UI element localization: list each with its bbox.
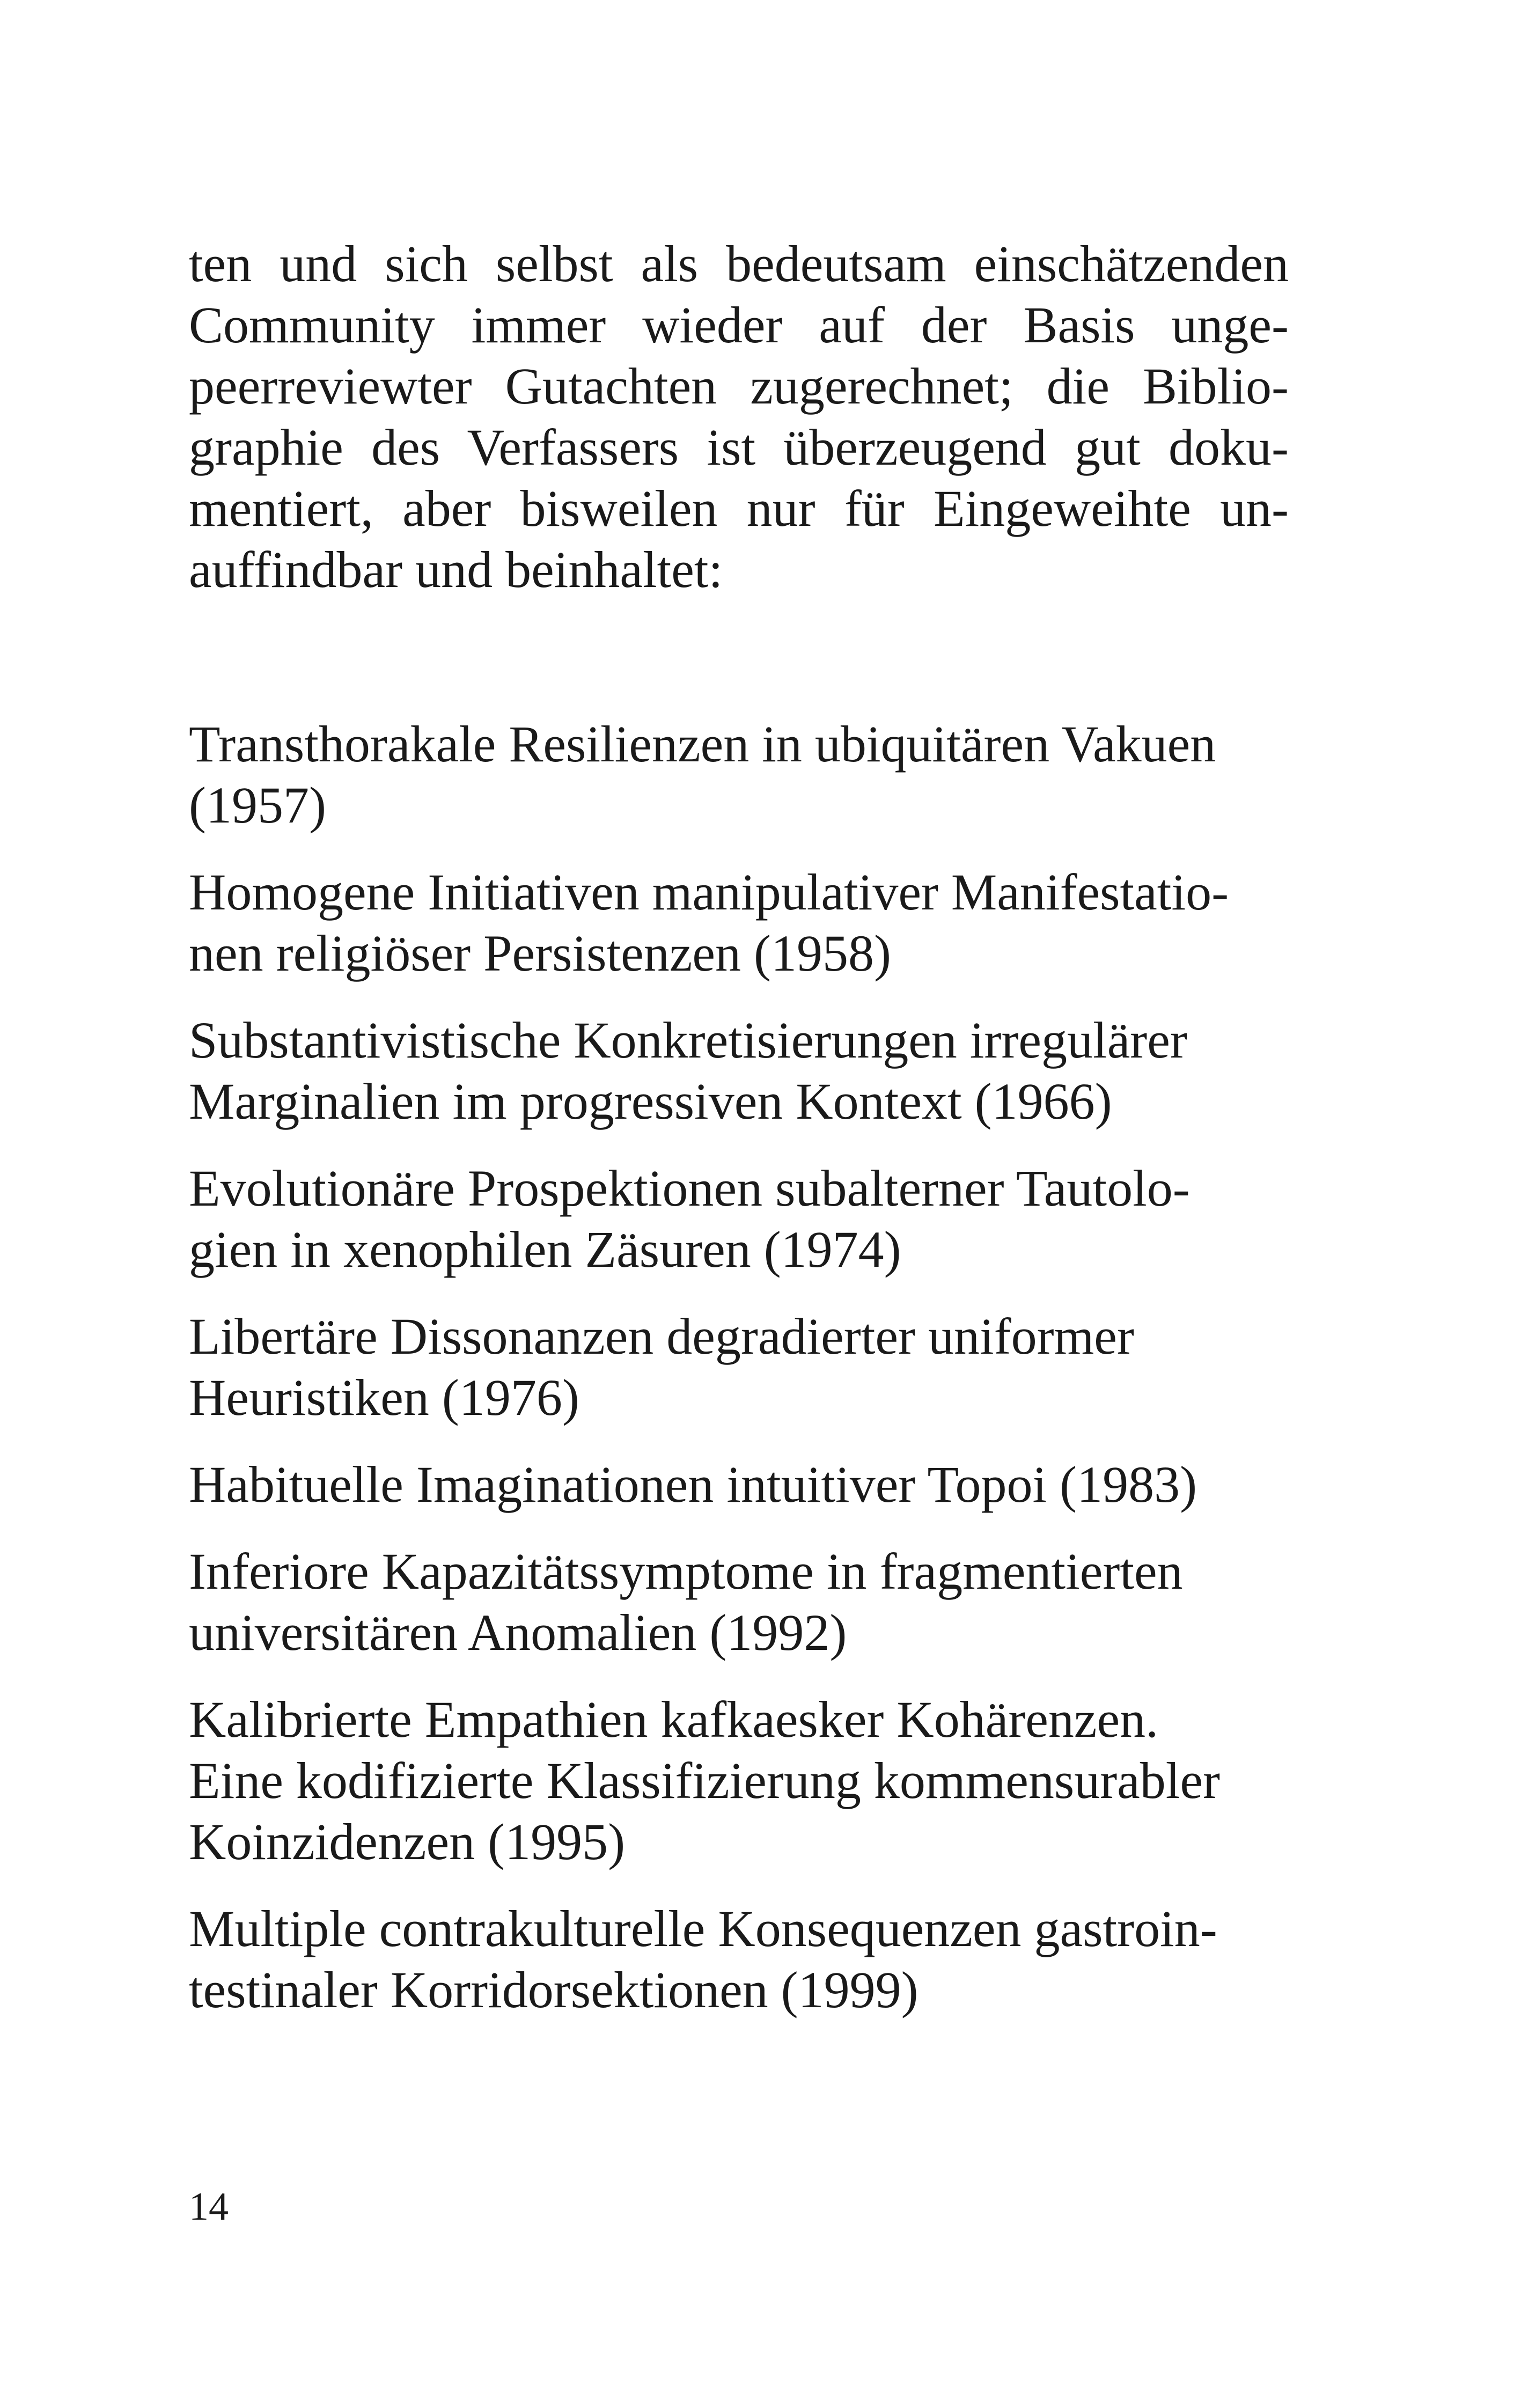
bibliography-entry (189, 1541, 1342, 1663)
bibliography-entry-line: Substantivistische Konkretisierungen irregulärer (189, 1011, 1187, 1069)
intro-line: peerreviewter Gutachten zugerechnet; die Biblio- (189, 357, 1289, 415)
bibliography-entry (189, 714, 1342, 836)
bibliography-entry (189, 1454, 1342, 1515)
bibliography-entry-line: Multiple contrakulturelle Konsequenzen gastroin- (189, 1900, 1217, 1957)
bibliography-entry-line: (1957) (189, 776, 326, 834)
bibliography-entry (189, 1010, 1342, 1132)
bibliography-entry-line: Libertäre Dissonanzen degradierter uniformer (189, 1308, 1134, 1365)
bibliography-entry-line: nen religiöser Persistenzen (1958) (189, 924, 891, 982)
intro-line: mentiert, aber bisweilen nur für Eingeweihte un- (189, 480, 1289, 537)
bibliography-entry (189, 862, 1342, 984)
bibliography-entry-line: Kalibrierte Empathien kafkaesker Kohärenzen. (189, 1691, 1159, 1748)
intro-line: Community immer wieder auf der Basis unge- (189, 296, 1289, 354)
bibliography-entry-line: Habituelle Imaginationen intuitiver Topoi (1983) (189, 1456, 1197, 1513)
bibliography-entry-line: Evolutionäre Prospektionen subalterner Tautolo- (189, 1159, 1190, 1217)
bibliography-entry (189, 1898, 1342, 2021)
bibliography-entry-line: universitären Anomalien (1992) (189, 1604, 847, 1661)
bibliography-entry-line: Koinzidenzen (1995) (189, 1813, 626, 1870)
intro-line: ten und sich selbst als bedeutsam einschätzenden (189, 235, 1289, 292)
bibliography-entry-line: gien in xenophilen Zäsuren (1974) (189, 1221, 901, 1278)
bibliography-list (189, 714, 1342, 2046)
bibliography-entry (189, 1158, 1342, 1280)
bibliography-entry-line: Marginalien im progressiven Kontext (1966) (189, 1073, 1112, 1130)
intro-line: graphie des Verfassers ist überzeugend gut doku- (189, 419, 1289, 476)
page-number: 14 (189, 2185, 229, 2229)
intro-paragraph (189, 233, 1289, 600)
bibliography-entry-line: Homogene Initiativen manipulativer Manifestatio- (189, 863, 1229, 921)
bibliography-entry-line: Eine kodifizierte Klassifizierung kommensurabler (189, 1752, 1221, 1809)
bibliography-entry-line: testinaler Korridorsektionen (1999) (189, 1961, 919, 2018)
bibliography-entry-line: Transthorakale Resilienzen in ubiquitären Vakuen (189, 715, 1216, 773)
intro-line: auffindbar und beinhaltet: (189, 541, 723, 598)
bibliography-entry-line: Inferiore Kapazitätssymptome in fragmentierten (189, 1543, 1183, 1600)
bibliography-entry (189, 1689, 1342, 1873)
bibliography-entry-line: Heuristiken (1976) (189, 1369, 579, 1426)
bibliography-entry (189, 1306, 1342, 1428)
